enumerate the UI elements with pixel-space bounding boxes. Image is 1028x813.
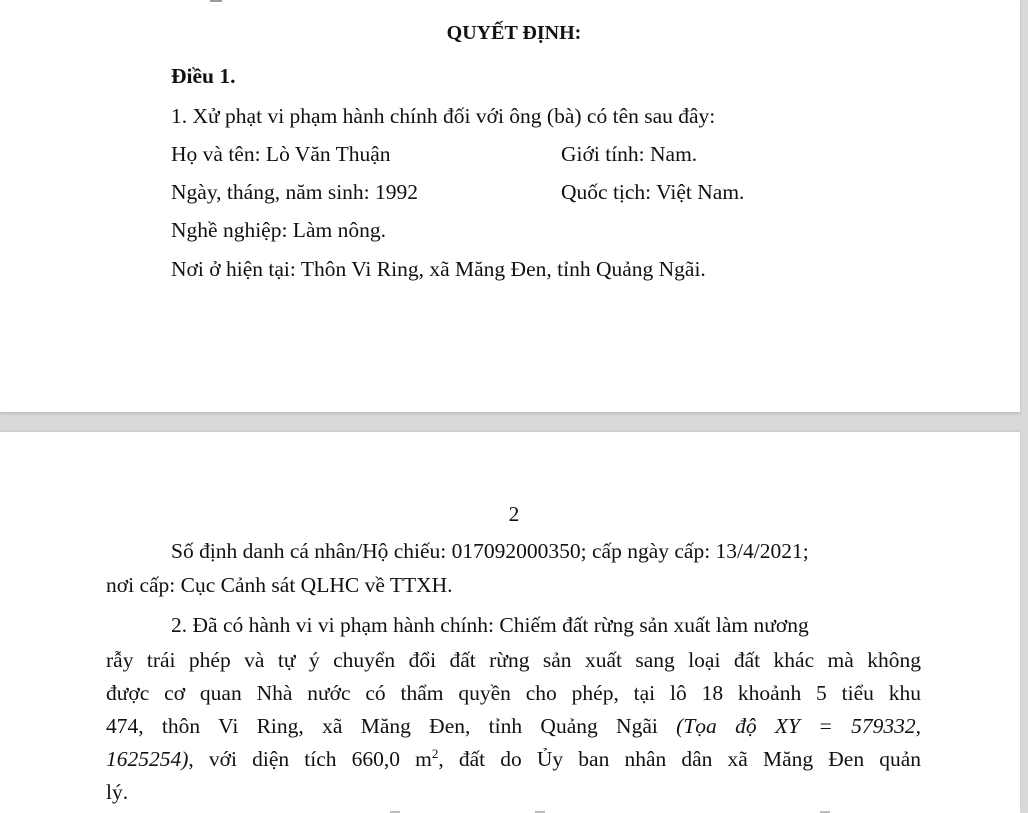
area-unit-superscript: 2 [431,746,439,761]
managing-authority-text: , đất do Ủy ban nhân dân xã Măng Đen quản [438,747,921,771]
id-number-line: Số định danh cá nhân/Hộ chiếu: 017092000350; cấp ngày cấp: 13/4/2021; [171,539,809,563]
nationality-field: Quốc tịch: Việt Nam. [561,180,745,204]
violation-paragraph-line-3: được cơ quan Nhà nước có thẩm quyền cho phép, tại lô 18 khoảnh 5 tiểu khu [106,681,921,705]
page-edge-mark [210,0,222,2]
location-text: 474, thôn Vi Ring, xã Măng Đen, tỉnh Quảng Ngãi [106,714,658,738]
violation-paragraph-line-4 [106,716,921,738]
area-text: , với diện tích 660,0 m [188,747,432,771]
issue-place-line: nơi cấp: Cục Cảnh sát QLHC về TTXH. [106,573,453,597]
clause-1-text: 1. Xử phạt vi phạm hành chính đối với ông (bà) có tên sau đây: [171,104,716,128]
coordinates-text: (Tọa độ XY = 579332, [676,714,921,738]
full-name-field: Họ và tên: Lò Văn Thuận [171,142,391,166]
coordinates-end: 1625254) [106,747,189,771]
birth-year-field: Ngày, tháng, năm sinh: 1992 [171,180,419,204]
violation-paragraph-line-6: lý. [106,780,129,804]
gender-field: Giới tính: Nam. [561,142,698,166]
document-page-2 [0,432,1020,813]
residence-field: Nơi ở hiện tại: Thôn Vi Ring, xã Măng Đen, tỉnh Quảng Ngãi. [171,257,706,281]
violation-paragraph-line-1: 2. Đã có hành vi vi phạm hành chính: Chiếm đất rừng sản xuất làm nương [171,613,809,637]
article-heading: Điều 1. [171,64,236,88]
occupation-field: Nghề nghiệp: Làm nông. [171,218,386,242]
decision-title: QUYẾT ĐỊNH: [446,22,582,44]
page-number: 2 [508,502,520,526]
violation-paragraph-line-2: rẫy trái phép và tự ý chuyển đổi đất rừng sản xuất sang loại đất khác mà không [106,648,921,672]
violation-paragraph-line-5 [106,746,921,771]
